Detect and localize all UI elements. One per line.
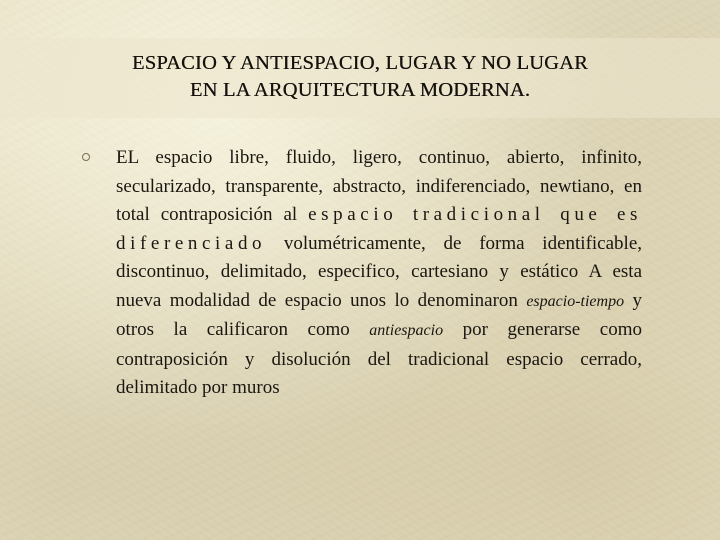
slide-title: ESPACIO Y ANTIESPACIO, LUGAR Y NO LUGAR EN LA ARQUITECTURA MODERNA.	[132, 52, 588, 101]
bullet-text	[116, 144, 642, 403]
bullet-text-part1: EL espacio libre, fluido, ligero, continuo, abierto, infinito, secularizado, transparente, abstracto, indiferenciado, newtiano, en total contraposición al	[116, 147, 642, 225]
bullet-text-part3: volumétricamente, de forma identificable, discontinuo, delimitado, especifico, cartesiano y estático A esta nueva modalidad de espacio unos lo denominaron	[116, 232, 642, 311]
bullet-text-part5: por generarse como contraposición y disolución del tradicional espacio cerrado, delimitado por muros	[116, 319, 642, 398]
bullet-circle-icon	[82, 153, 90, 161]
term-antiespacio: antiespacio	[369, 322, 444, 339]
bullet-list	[82, 144, 642, 403]
bullet-text-part4: y otros la calificaron como	[116, 289, 642, 340]
bullet-text-spaced: espacio tradicional que es diferenciado	[116, 204, 643, 254]
term-espacio-tiempo: espacio-tiempo	[526, 292, 625, 310]
